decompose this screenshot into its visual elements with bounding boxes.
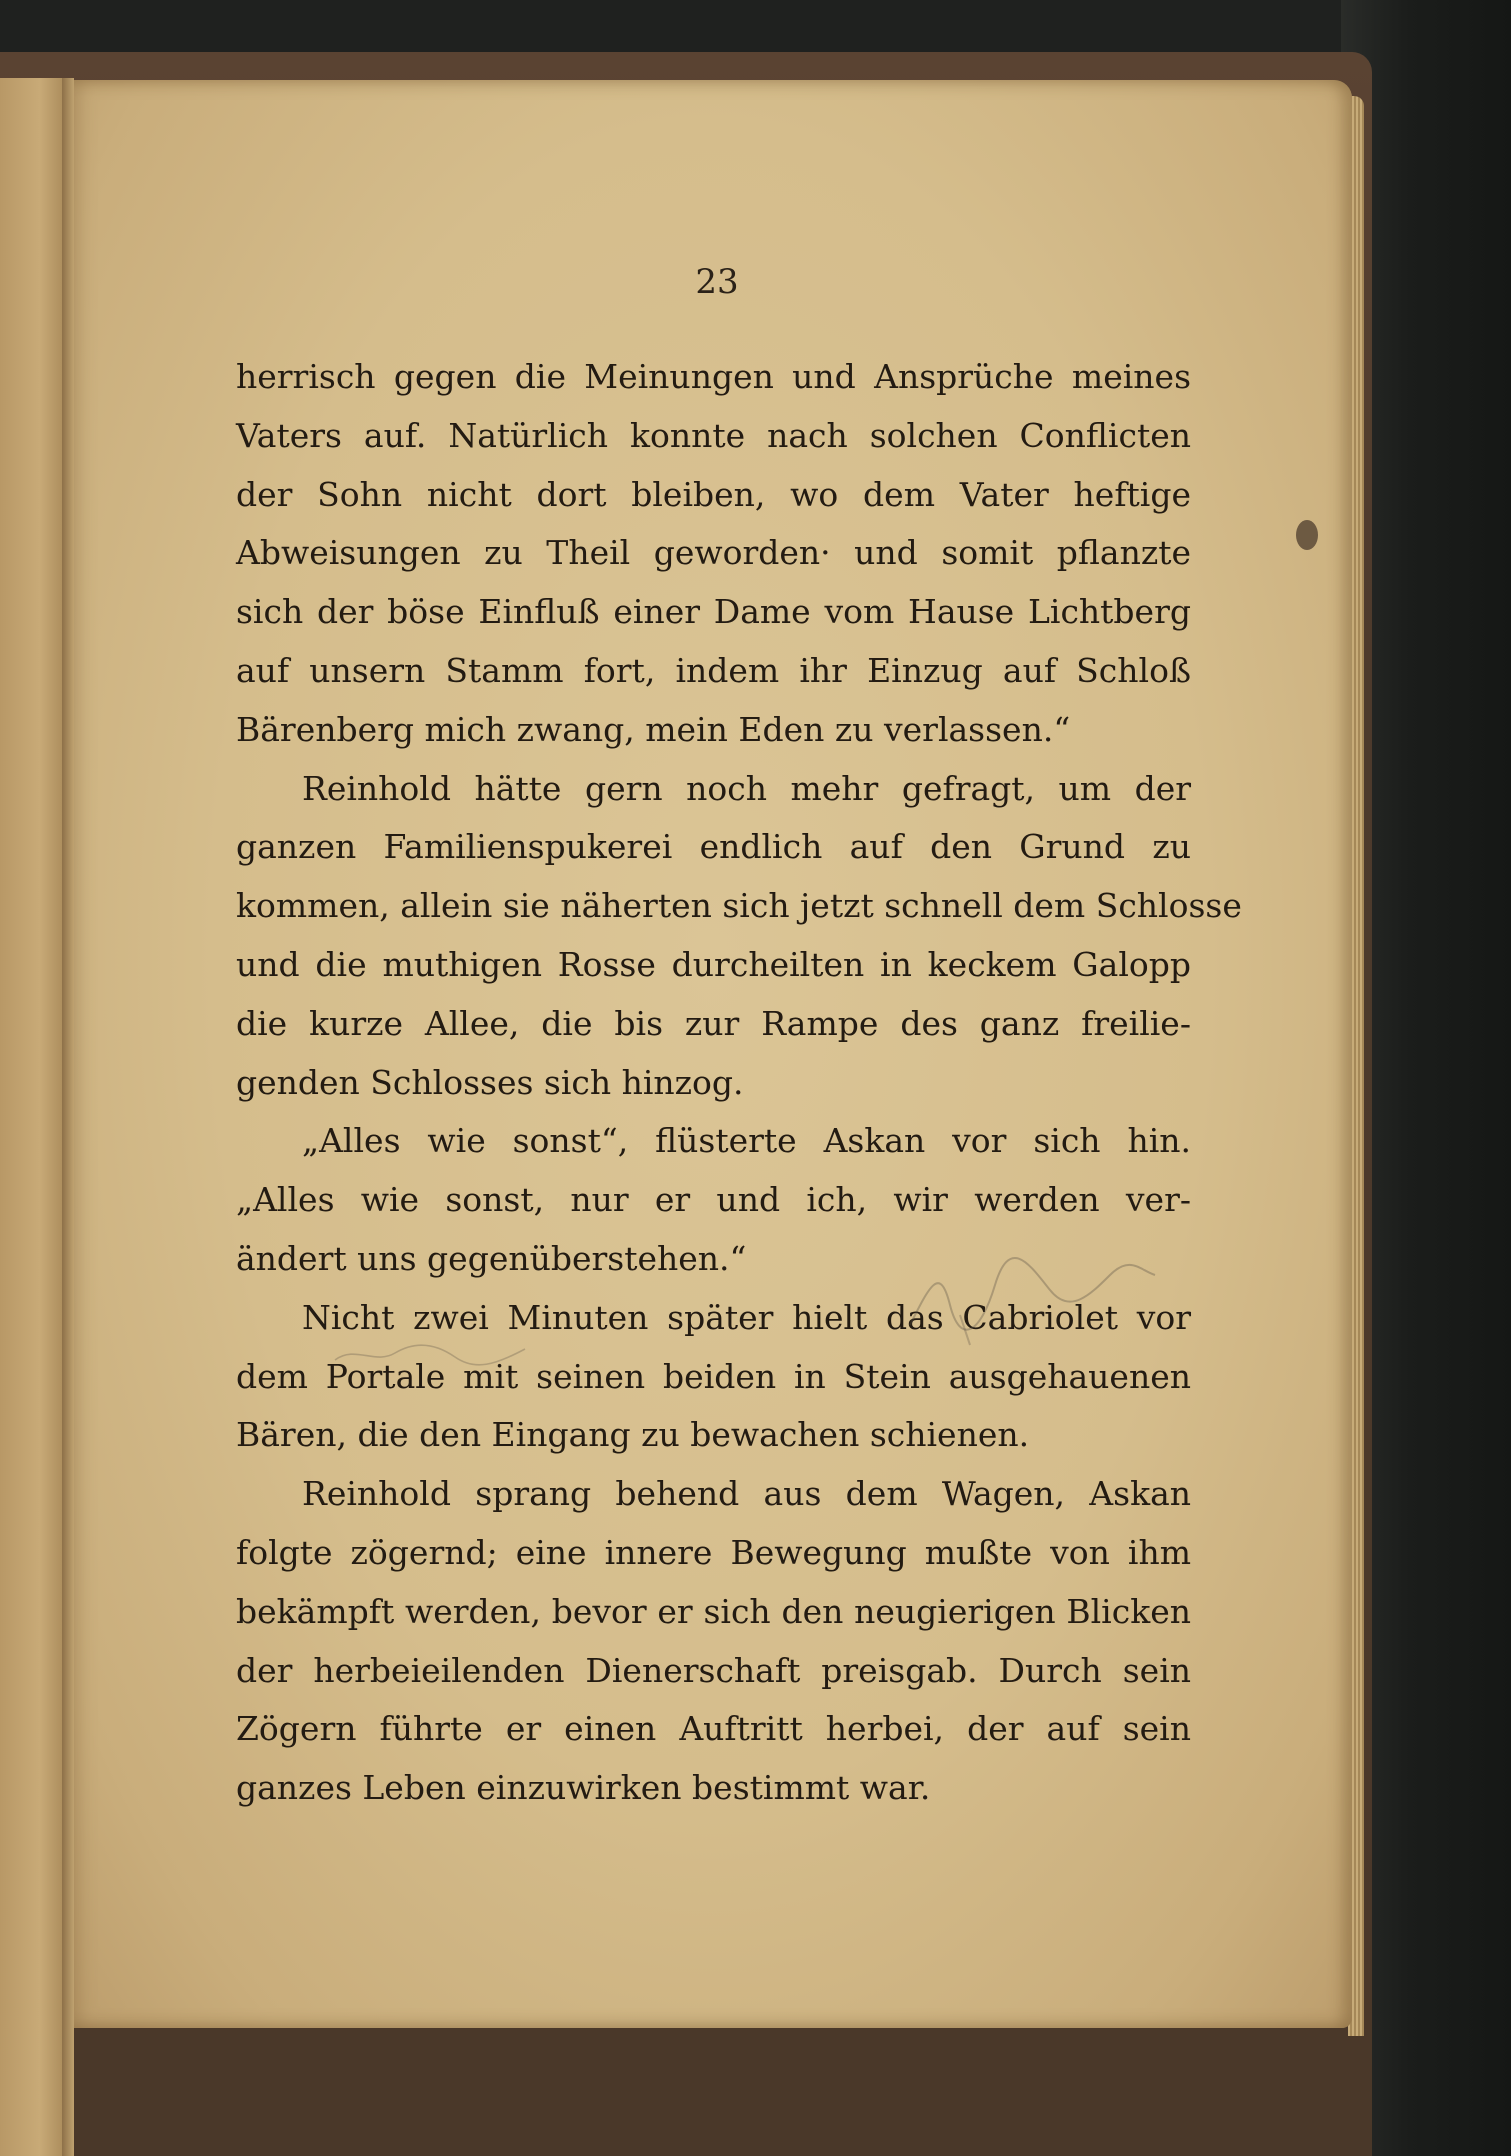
text-line: sich der böse Einfluß einer Dame vom Hause Lichtberg: [236, 592, 1191, 632]
text-line: Bären, die den Eingang zu bewachen schienen.: [236, 1415, 1030, 1455]
paragraph-start: „Alles wie sonst“, flüsterte Askan vor sich hin.: [302, 1121, 1191, 1161]
paragraph-start: Nicht zwei Minuten später hielt das Cabriolet vor: [302, 1297, 1191, 1337]
text-line: kommen, allein sie näherten sich jetzt schnell dem Schlosse: [236, 886, 1242, 926]
text-line: die kurze Allee, die bis zur Rampe des ganz freilie-: [236, 1003, 1191, 1043]
text-line: ganzen Familienspukerei endlich auf den Grund zu: [236, 827, 1191, 867]
body-text: [236, 348, 1242, 1818]
text-line: der Sohn nicht dort bleiben, wo dem Vater heftige: [236, 474, 1191, 514]
pencil-annotation: [330, 1335, 530, 1375]
text-line: ganzes Leben einzuwirken bestimmt war.: [236, 1768, 931, 1808]
ink-stain: [1296, 520, 1318, 550]
text-line: genden Schlosses sich hinzog.: [236, 1062, 744, 1102]
text-line: dem Portale mit seinen beiden in Stein ausgehauenen: [236, 1356, 1191, 1396]
pencil-annotation: [900, 1245, 1160, 1355]
text-line: bekämpft werden, bevor er sich den neugierigen Blicken: [236, 1591, 1191, 1631]
text-line: der herbeieilenden Dienerschaft preisgab. Durch sein: [236, 1650, 1191, 1690]
paragraph-start: Reinhold sprang behend aus dem Wagen, Askan: [302, 1474, 1191, 1514]
text-line: herrisch gegen die Meinungen und Ansprüche meines: [236, 357, 1191, 396]
text-line: ändert uns gegenüberstehen.“: [236, 1238, 747, 1278]
page-number: 23: [695, 262, 739, 302]
text-line: Bärenberg mich zwang, mein Eden zu verlassen.“: [236, 709, 1071, 749]
paragraph-start: Reinhold hätte gern noch mehr gefragt, um der: [302, 768, 1191, 808]
text-line: Abweisungen zu Theil geworden· und somit pflanzte: [236, 533, 1191, 573]
text-line: Vaters auf. Natürlich konnte nach solchen Conflicten: [236, 415, 1191, 455]
text-line: Zögern führte er einen Auftritt herbei, der auf sein: [236, 1709, 1191, 1749]
text-line: folgte zögernd; eine innere Bewegung mußte von ihm: [236, 1532, 1191, 1572]
book-gutter: [62, 78, 74, 2156]
text-line: auf unsern Stamm fort, indem ihr Einzug auf Schloß: [236, 650, 1191, 690]
text-line: und die muthigen Rosse durcheilten in keckem Galopp: [236, 944, 1191, 984]
facing-page-edge: [0, 78, 66, 2156]
text-line: „Alles wie sonst, nur er und ich, wir werden ver-: [236, 1180, 1191, 1220]
